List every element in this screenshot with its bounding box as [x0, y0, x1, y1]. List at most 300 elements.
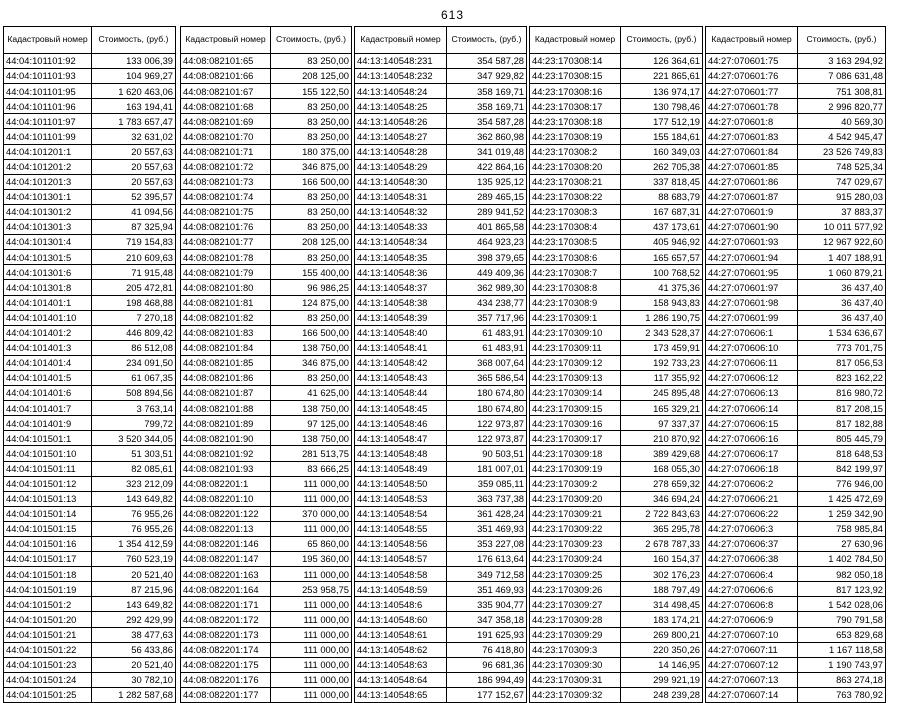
table-row: [355, 597, 527, 612]
cadastral-number-cell: 44:23:170308:16: [530, 84, 621, 99]
cadastral-number-cell: 44:23:170309:22: [530, 521, 621, 536]
cost-header: Стоимость, (руб.): [92, 27, 176, 54]
cost-cell: 37 883,37: [798, 204, 886, 219]
cadastral-number-cell: 44:08:082101:89: [181, 416, 271, 431]
table-row: [4, 114, 176, 129]
cost-cell: 354 587,28: [447, 114, 527, 129]
cadastral-number-cell: 44:04:101201:2: [4, 159, 92, 174]
cadastral-number-cell: 44:27:070606:13: [706, 386, 798, 401]
cost-cell: 299 921,19: [621, 672, 703, 687]
cost-cell: 1 259 342,90: [798, 506, 886, 521]
cadastral-number-cell: 44:27:070606:10: [706, 340, 798, 355]
cadastral-number-cell: 44:04:101401:5: [4, 370, 92, 385]
cost-cell: 817 208,15: [798, 401, 886, 416]
table-row: [706, 657, 886, 672]
cost-cell: 111 000,00: [271, 642, 352, 657]
cadastral-number-cell: 44:23:170309:27: [530, 597, 621, 612]
table-row: [706, 114, 886, 129]
cadastral-number-cell: 44:04:101401:9: [4, 416, 92, 431]
table-row: [4, 506, 176, 521]
table-row: [706, 340, 886, 355]
cadastral-number-cell: 44:23:170309:2: [530, 476, 621, 491]
cost-cell: 111 000,00: [271, 491, 352, 506]
cost-cell: 155 184,61: [621, 129, 703, 144]
cadastral-number-cell: 44:23:170309:18: [530, 446, 621, 461]
table-row: [181, 672, 352, 687]
table-row: [355, 476, 527, 491]
cadastral-number-cell: 44:23:170309:3: [530, 642, 621, 657]
cadastral-number-cell: 44:08:082201:164: [181, 582, 271, 597]
cost-cell: 751 308,81: [798, 84, 886, 99]
cost-cell: 773 701,75: [798, 340, 886, 355]
table-row: [706, 204, 886, 219]
table-row: [530, 235, 703, 250]
table-row: [181, 144, 352, 159]
cadastral-number-cell: 44:27:070606:21: [706, 491, 798, 506]
table-row: [530, 431, 703, 446]
table-row: [706, 386, 886, 401]
table-row: [181, 204, 352, 219]
cost-cell: 96 681,36: [447, 657, 527, 672]
cadastral-number-cell: 44:27:070606:18: [706, 461, 798, 476]
cost-cell: 167 687,31: [621, 204, 703, 219]
table-row: [706, 235, 886, 250]
table-row: [530, 340, 703, 355]
table-row: [181, 114, 352, 129]
cadastral-number-cell: 44:23:170309:10: [530, 325, 621, 340]
cost-cell: 805 445,79: [798, 431, 886, 446]
cadastral-number-cell: 44:04:101501:16: [4, 537, 92, 552]
cost-cell: 302 176,23: [621, 567, 703, 582]
cost-cell: 165 329,21: [621, 401, 703, 416]
table-row: [355, 355, 527, 370]
cost-cell: 1 282 587,68: [92, 687, 176, 702]
cost-cell: 111 000,00: [271, 627, 352, 642]
table-row: [4, 672, 176, 687]
cadastral-number-cell: 44:08:082201:122: [181, 506, 271, 521]
cost-cell: 842 199,97: [798, 461, 886, 476]
cost-cell: 83 250,00: [271, 54, 352, 69]
cadastral-number-cell: 44:13:140548:60: [355, 612, 447, 627]
table-row: [530, 370, 703, 385]
cost-cell: 83 250,00: [271, 250, 352, 265]
cost-cell: 122 973,87: [447, 416, 527, 431]
cadastral-number-cell: 44:23:170308:3: [530, 204, 621, 219]
table-row: [4, 54, 176, 69]
cadastral-number-cell: 44:08:082201:146: [181, 537, 271, 552]
cadastral-number-cell: 44:13:140548:55: [355, 521, 447, 536]
cadastral-number-cell: 44:08:082201:147: [181, 552, 271, 567]
cost-cell: 181 007,01: [447, 461, 527, 476]
cost-cell: 2 996 820,77: [798, 99, 886, 114]
cadastral-number-cell: 44:08:082101:87: [181, 386, 271, 401]
table-row: [355, 295, 527, 310]
table-row: [4, 657, 176, 672]
table-row: [181, 687, 352, 702]
table-row: [355, 642, 527, 657]
cost-cell: 138 750,00: [271, 431, 352, 446]
cost-cell: 365 295,78: [621, 521, 703, 536]
table-row: [4, 491, 176, 506]
cadastral-number-cell: 44:13:140548:65: [355, 687, 447, 702]
cost-cell: 220 350,26: [621, 642, 703, 657]
table-row: [355, 386, 527, 401]
cost-cell: 346 875,00: [271, 159, 352, 174]
cadastral-number-cell: 44:27:070606:17: [706, 446, 798, 461]
cadastral-number-cell: 44:04:101501:1: [4, 431, 92, 446]
cost-cell: 198 468,88: [92, 295, 176, 310]
cost-cell: 747 029,67: [798, 174, 886, 189]
table-row: [355, 280, 527, 295]
table-row: [181, 220, 352, 235]
cadastral-number-cell: 44:08:082201:13: [181, 521, 271, 536]
table-row: [181, 250, 352, 265]
cadastral-number-cell: 44:08:082201:173: [181, 627, 271, 642]
cadastral-number-cell: 44:13:140548:29: [355, 159, 447, 174]
cost-cell: 122 973,87: [447, 431, 527, 446]
table-row: [355, 491, 527, 506]
table-row: [530, 99, 703, 114]
cost-cell: 1 620 463,06: [92, 84, 176, 99]
table-row: [706, 491, 886, 506]
table-row: [4, 340, 176, 355]
table-header-row: [706, 27, 886, 54]
table-row: [706, 642, 886, 657]
cost-cell: 351 469,93: [447, 582, 527, 597]
cost-cell: 155 122,50: [271, 84, 352, 99]
cost-cell: 1 286 190,75: [621, 310, 703, 325]
cadastral-number-header: Кадастровый номер: [706, 27, 798, 54]
table-row: [355, 687, 527, 702]
cadastral-number-cell: 44:08:082101:75: [181, 204, 271, 219]
cost-cell: 210 870,92: [621, 431, 703, 446]
cadastral-number-cell: 44:13:140548:36: [355, 265, 447, 280]
cost-cell: 14 146,95: [621, 657, 703, 672]
cadastral-number-cell: 44:04:101501:22: [4, 642, 92, 657]
cost-cell: 776 946,00: [798, 476, 886, 491]
table-row: [181, 174, 352, 189]
cost-cell: 27 630,96: [798, 537, 886, 552]
table-row: [181, 537, 352, 552]
cadastral-number-cell: 44:08:082101:90: [181, 431, 271, 446]
table-row: [706, 310, 886, 325]
table-row: [706, 370, 886, 385]
cadastral-number-cell: 44:13:140548:39: [355, 310, 447, 325]
cost-cell: 422 864,16: [447, 159, 527, 174]
cadastral-number-cell: 44:04:101401:10: [4, 310, 92, 325]
table-row: [181, 657, 352, 672]
cadastral-number-cell: 44:23:170309:14: [530, 386, 621, 401]
cost-cell: 180 674,80: [447, 401, 527, 416]
table-row: [355, 582, 527, 597]
cadastral-number-cell: 44:27:070606:4: [706, 567, 798, 582]
table-row: [181, 416, 352, 431]
cadastral-number-cell: 44:13:140548:24: [355, 84, 447, 99]
cost-cell: 221 865,61: [621, 69, 703, 84]
table-row: [706, 69, 886, 84]
cadastral-number-cell: 44:27:070601:85: [706, 159, 798, 174]
cadastral-number-cell: 44:27:070601:78: [706, 99, 798, 114]
cost-cell: 7 086 631,48: [798, 69, 886, 84]
cadastral-number-cell: 44:04:101501:12: [4, 476, 92, 491]
table-row: [4, 416, 176, 431]
table-row: [181, 310, 352, 325]
table-row: [181, 567, 352, 582]
cadastral-number-cell: 44:08:082101:70: [181, 129, 271, 144]
table-row: [4, 537, 176, 552]
cadastral-number-cell: 44:23:170309:21: [530, 506, 621, 521]
table-row: [4, 552, 176, 567]
table-row: [4, 582, 176, 597]
table-row: [4, 642, 176, 657]
cadastral-number-cell: 44:04:101401:6: [4, 386, 92, 401]
cadastral-number-cell: 44:27:070601:95: [706, 265, 798, 280]
cadastral-number-cell: 44:04:101301:4: [4, 235, 92, 250]
table-row: [4, 250, 176, 265]
table-row: [355, 220, 527, 235]
table-row: [181, 129, 352, 144]
cost-cell: 76 955,26: [92, 521, 176, 536]
cost-cell: 790 791,58: [798, 612, 886, 627]
table-row: [706, 280, 886, 295]
cadastral-number-cell: 44:23:170309:11: [530, 340, 621, 355]
cost-cell: 183 174,21: [621, 612, 703, 627]
table-row: [355, 552, 527, 567]
cadastral-number-cell: 44:13:140548:32: [355, 204, 447, 219]
cadastral-number-cell: 44:08:082101:66: [181, 69, 271, 84]
table-row: [706, 567, 886, 582]
cost-cell: 245 895,48: [621, 386, 703, 401]
cadastral-number-cell: 44:04:101501:19: [4, 582, 92, 597]
table-row: [4, 597, 176, 612]
table-row: [706, 537, 886, 552]
cost-cell: 192 733,23: [621, 355, 703, 370]
table-row: [4, 129, 176, 144]
cost-cell: 1 407 188,91: [798, 250, 886, 265]
cost-cell: 88 683,79: [621, 189, 703, 204]
cadastral-number-cell: 44:23:170308:18: [530, 114, 621, 129]
table-row: [355, 370, 527, 385]
table-row: [706, 476, 886, 491]
cadastral-number-cell: 44:04:101301:6: [4, 265, 92, 280]
cost-cell: 82 085,61: [92, 461, 176, 476]
cost-cell: 915 280,03: [798, 189, 886, 204]
cadastral-number-cell: 44:13:140548:31: [355, 189, 447, 204]
cadastral-number-cell: 44:27:070606:3: [706, 521, 798, 536]
cadastral-number-cell: 44:23:170308:14: [530, 54, 621, 69]
table-row: [355, 144, 527, 159]
cost-cell: 758 985,84: [798, 521, 886, 536]
table-row: [706, 174, 886, 189]
cost-cell: 188 797,49: [621, 582, 703, 597]
table-row: [4, 295, 176, 310]
cadastral-number-cell: 44:27:070607:11: [706, 642, 798, 657]
cadastral-number-cell: 44:27:070606:6: [706, 582, 798, 597]
cadastral-number-cell: 44:13:140548:35: [355, 250, 447, 265]
cadastral-number-cell: 44:27:070601:94: [706, 250, 798, 265]
table-row: [530, 537, 703, 552]
cost-cell: 3 520 344,05: [92, 431, 176, 446]
cadastral-table-5: [705, 26, 886, 703]
cadastral-number-cell: 44:27:070601:86: [706, 174, 798, 189]
cost-cell: 748 525,34: [798, 159, 886, 174]
cost-cell: 347 358,18: [447, 612, 527, 627]
cost-cell: 401 865,58: [447, 220, 527, 235]
cadastral-number-cell: 44:23:170309:28: [530, 612, 621, 627]
cost-cell: 289 465,15: [447, 189, 527, 204]
cadastral-number-cell: 44:08:082101:65: [181, 54, 271, 69]
cost-cell: 434 238,77: [447, 295, 527, 310]
cadastral-number-cell: 44:04:101501:14: [4, 506, 92, 521]
table-row: [181, 552, 352, 567]
cadastral-number-cell: 44:27:070601:90: [706, 220, 798, 235]
table-row: [4, 386, 176, 401]
cost-cell: 234 091,50: [92, 355, 176, 370]
cost-cell: 90 503,51: [447, 446, 527, 461]
cadastral-number-cell: 44:08:082101:93: [181, 461, 271, 476]
cadastral-number-cell: 44:23:170308:7: [530, 265, 621, 280]
table-row: [530, 386, 703, 401]
table-row: [706, 506, 886, 521]
table-row: [181, 491, 352, 506]
table-row: [4, 84, 176, 99]
cost-cell: 143 649,82: [92, 491, 176, 506]
cadastral-number-cell: 44:08:082101:81: [181, 295, 271, 310]
cadastral-number-cell: 44:27:070606:15: [706, 416, 798, 431]
cost-cell: 7 270,18: [92, 310, 176, 325]
cadastral-number-cell: 44:23:170309:15: [530, 401, 621, 416]
cadastral-number-cell: 44:04:101101:93: [4, 69, 92, 84]
cost-cell: 23 526 749,83: [798, 144, 886, 159]
cost-cell: 357 717,96: [447, 310, 527, 325]
table-row: [181, 461, 352, 476]
cadastral-number-cell: 44:04:101501:21: [4, 627, 92, 642]
cadastral-number-header: Кадастровый номер: [181, 27, 271, 54]
table-row: [181, 521, 352, 536]
cost-cell: 353 227,08: [447, 537, 527, 552]
cadastral-number-cell: 44:13:140548:59: [355, 582, 447, 597]
table-row: [530, 446, 703, 461]
table-row: [706, 461, 886, 476]
cost-cell: 165 657,57: [621, 250, 703, 265]
cost-cell: 368 007,64: [447, 355, 527, 370]
table-header-row: [4, 27, 176, 54]
cadastral-number-cell: 44:13:140548:37: [355, 280, 447, 295]
cost-cell: 97 337,37: [621, 416, 703, 431]
cost-cell: 41 094,56: [92, 204, 176, 219]
cadastral-number-cell: 44:13:140548:64: [355, 672, 447, 687]
cadastral-number-cell: 44:08:082201:174: [181, 642, 271, 657]
cadastral-number-cell: 44:04:101501:18: [4, 567, 92, 582]
cadastral-number-cell: 44:27:070601:99: [706, 310, 798, 325]
table-row: [530, 521, 703, 536]
table-row: [530, 582, 703, 597]
cost-cell: 346 875,00: [271, 355, 352, 370]
table-row: [4, 235, 176, 250]
cost-cell: 20 521,40: [92, 567, 176, 582]
table-row: [4, 476, 176, 491]
cadastral-number-cell: 44:23:170308:8: [530, 280, 621, 295]
cost-cell: 97 125,00: [271, 416, 352, 431]
cost-cell: 36 437,40: [798, 295, 886, 310]
table-row: [4, 265, 176, 280]
table-row: [706, 521, 886, 536]
table-row: [4, 159, 176, 174]
table-row: [4, 99, 176, 114]
table-row: [706, 250, 886, 265]
cadastral-number-cell: 44:04:101101:95: [4, 84, 92, 99]
cadastral-number-cell: 44:08:082101:67: [181, 84, 271, 99]
cost-cell: 83 250,00: [271, 99, 352, 114]
table-row: [4, 280, 176, 295]
cadastral-number-cell: 44:27:070607:14: [706, 687, 798, 702]
cost-cell: 349 712,58: [447, 567, 527, 582]
table-row: [530, 54, 703, 69]
cost-cell: 195 360,00: [271, 552, 352, 567]
table-row: [530, 144, 703, 159]
cost-cell: 208 125,00: [271, 235, 352, 250]
table-row: [530, 612, 703, 627]
cost-cell: 863 274,18: [798, 672, 886, 687]
cost-cell: 2 678 787,33: [621, 537, 703, 552]
cadastral-number-cell: 44:04:101401:2: [4, 325, 92, 340]
cadastral-number-cell: 44:23:170309:1: [530, 310, 621, 325]
cost-cell: 208 125,00: [271, 69, 352, 84]
cadastral-number-cell: 44:13:140548:56: [355, 537, 447, 552]
table-row: [355, 189, 527, 204]
cadastral-number-cell: 44:08:082101:73: [181, 174, 271, 189]
cost-cell: 1 425 472,69: [798, 491, 886, 506]
cost-cell: 358 169,71: [447, 84, 527, 99]
table-row: [706, 582, 886, 597]
cost-cell: 87 325,94: [92, 220, 176, 235]
cost-cell: 111 000,00: [271, 612, 352, 627]
cadastral-number-cell: 44:27:070601:93: [706, 235, 798, 250]
table-row: [181, 597, 352, 612]
cost-cell: 61 483,91: [447, 340, 527, 355]
cadastral-number-cell: 44:08:082101:71: [181, 144, 271, 159]
cadastral-table-2: [180, 26, 352, 703]
cadastral-number-cell: 44:23:170309:30: [530, 657, 621, 672]
cadastral-number-cell: 44:27:070601:83: [706, 129, 798, 144]
cost-cell: 262 705,38: [621, 159, 703, 174]
cadastral-number-cell: 44:04:101501:13: [4, 491, 92, 506]
cadastral-number-header: Кадастровый номер: [530, 27, 621, 54]
cadastral-number-cell: 44:04:101101:96: [4, 99, 92, 114]
cadastral-number-cell: 44:08:082101:92: [181, 446, 271, 461]
cost-cell: 817 056,53: [798, 355, 886, 370]
cost-cell: 253 958,75: [271, 582, 352, 597]
table-header-row: [530, 27, 703, 54]
table-row: [4, 310, 176, 325]
cadastral-number-cell: 44:23:170308:21: [530, 174, 621, 189]
cost-cell: 111 000,00: [271, 567, 352, 582]
table-row: [706, 144, 886, 159]
cadastral-table-3: [354, 26, 527, 703]
cadastral-number-cell: 44:27:070607:10: [706, 627, 798, 642]
table-row: [706, 159, 886, 174]
cost-cell: 20 521,40: [92, 657, 176, 672]
table-row: [530, 174, 703, 189]
cadastral-number-cell: 44:13:140548:47: [355, 431, 447, 446]
cadastral-number-cell: 44:04:101501:24: [4, 672, 92, 687]
cost-cell: 133 006,39: [92, 54, 176, 69]
table-row: [181, 370, 352, 385]
cost-cell: 40 569,30: [798, 114, 886, 129]
cost-cell: 124 875,00: [271, 295, 352, 310]
table-row: [530, 159, 703, 174]
cost-cell: 449 409,36: [447, 265, 527, 280]
